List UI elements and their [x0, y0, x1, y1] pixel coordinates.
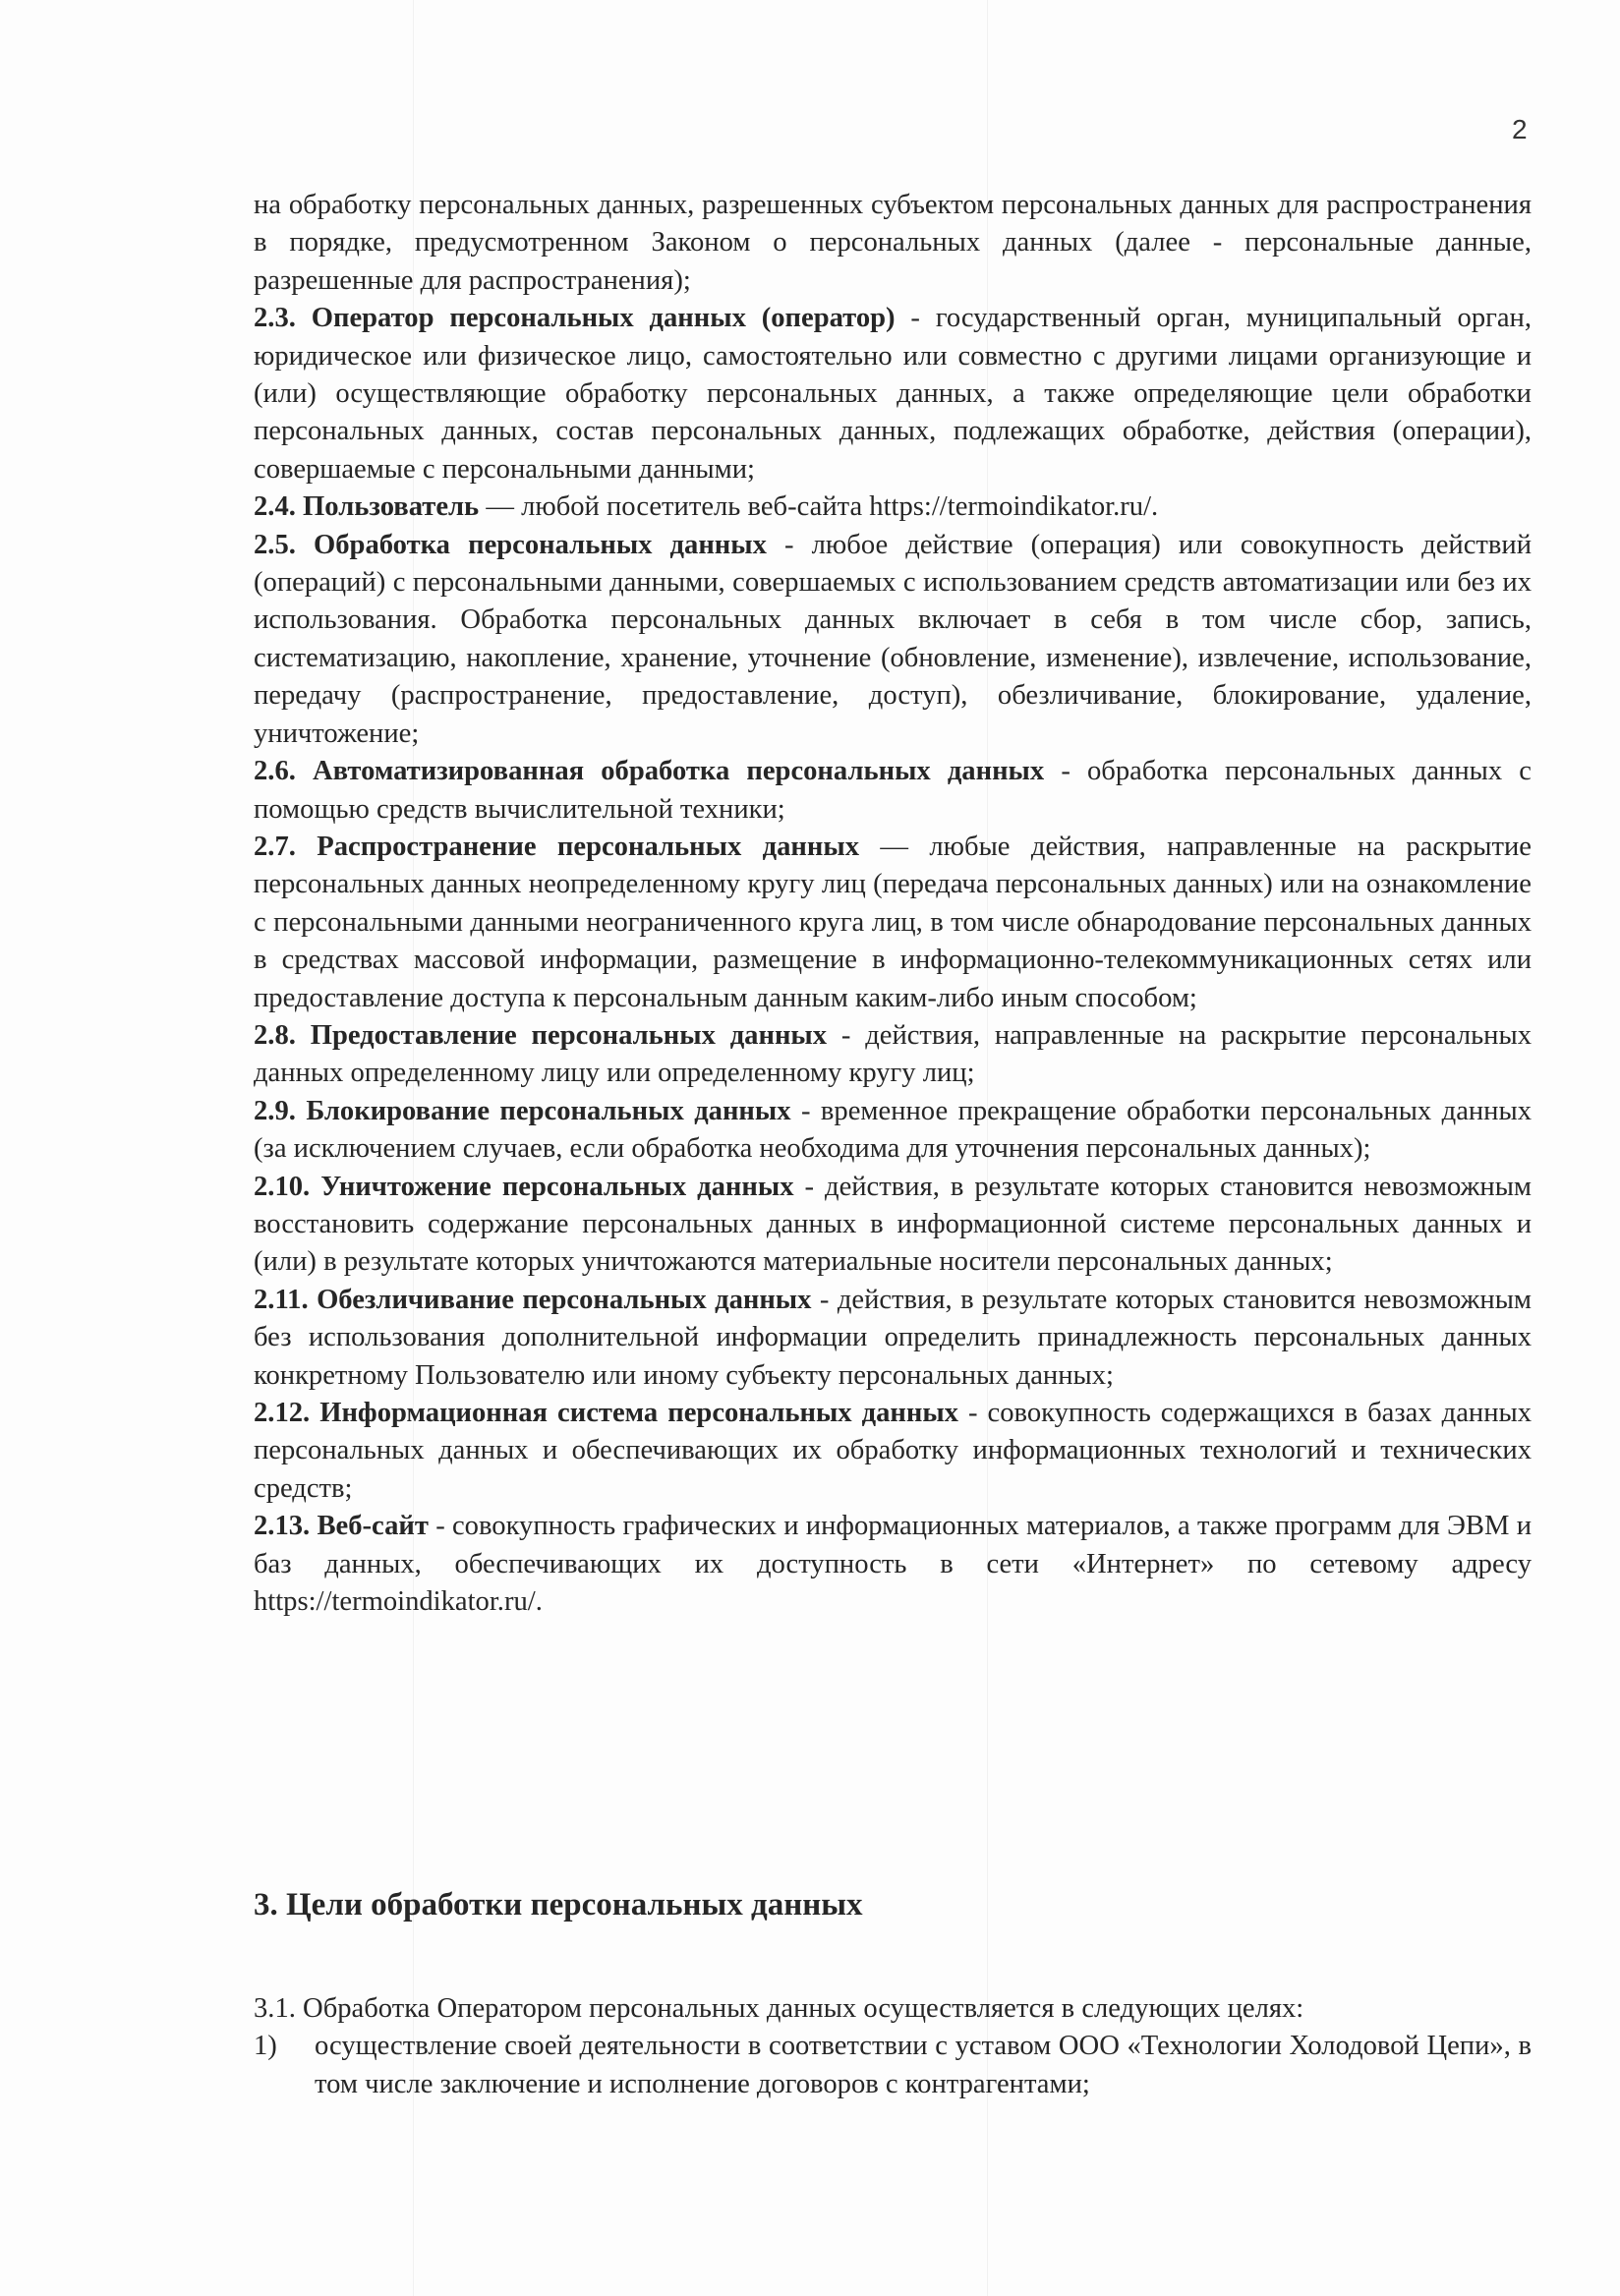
definition-text: действия, в результате которых становится невозможным восстановить содержание персональных данных в информационной системе персональных данных и (или) в результате которых уничтожаются материальные носители персональных данных;	[254, 1171, 1532, 1278]
definition-2-5: 2.5. Обработка персональных данных - любое действие (операция) или совокупность действий (операций) с персональными данными, совершаемых с использованием средств автоматизации или без их использования. Обработка персональных данных включает в себя в том числе сбор, запись, систематизацию, накопление, хранение, уточнение (обновление, изменение), извлечение, использование, передачу (распространение, предоставление, доступ), обезличивание, блокирование, удаление, уничтожение;	[254, 529, 1532, 749]
section-3-intro: 3.1. Обработка Оператором персональных данных осуществляется в следующих целях:	[254, 1993, 1304, 2024]
definition-2-3: 2.3. Оператор персональных данных (оператор) - государственный орган, муниципальный орган, юридическое или физическое лицо, самостоятельно или совместно с другими лицами организующие и (или) осуществляющие обработку персональных данных, а также определяющие цели обработки персональных данных, состав персональных данных, подлежащих обработке, действия (операции), совершаемые с персональными данными;	[254, 303, 1533, 485]
definition-term: 2.3. Оператор персональных данных (оператор)	[254, 303, 896, 334]
definitions-list	[254, 300, 1532, 1621]
definition-text: действия, направленные на раскрытие персональных данных определенному лицу или определенному кругу лиц;	[254, 1019, 1532, 1089]
definition-term: 2.10. Уничтожение персональных данных	[254, 1171, 794, 1202]
definition-text: любые действия, направленные на раскрытие персональных данных неопределенному кругу лиц (передача персональных данных) или на ознакомление с персональными данными неограниченного круга лиц, в том числе обнародование персональных данных в средствах массовой информации, размещение в информационно-телекоммуникационных сетях или предоставление доступа к персональным данным каким-либо иным способом;	[254, 831, 1532, 1013]
section-3-heading: 3. Цели обработки персональных данных	[254, 1887, 863, 1923]
definition-term: 2.5. Обработка персональных данных	[254, 529, 767, 560]
definition-2-13: 2.13. Веб-сайт - совокупность графических и информационных материалов, а также программ для ЭВМ и баз данных, обеспечивающих их доступность в сети «Интернет» по сетевому адресу https://termoindikator.ru/.	[254, 1511, 1533, 1618]
definition-text: действия, в результате которых становится невозможным без использования дополнительной информации определить принадлежность персональных данных конкретному Пользователю или иному субъекту персональных данных;	[254, 1284, 1533, 1391]
list-item-number: 1)	[254, 2031, 277, 2062]
definition-term: 2.4. Пользователь	[254, 491, 480, 523]
definition-2-7: 2.7. Распространение персональных данных — любые действия, направленные на раскрытие персональных данных неопределенному кругу лиц (передача персональных данных) или на ознакомление с персональными данными неограниченного круга лиц, в том числе обнародование персональных данных в средствах массовой информации, размещение в информационно-телекоммуникационных сетях или предоставление доступа к персональным данным каким-либо иным способом;	[254, 831, 1532, 1013]
definition-text: любое действие (операция) или совокупность действий (операций) с персональными данными, совершаемых с использованием средств автоматизации или без их использования. Обработка персональных данных включает в себя в том числе сбор, запись, систематизацию, накопление, хранение, уточнение (обновление, изменение), извлечение, использование, передачу (распространение, предоставление, доступ), обезличивание, блокирование, удаление, уничтожение;	[254, 529, 1532, 749]
definition-2-10: 2.10. Уничтожение персональных данных - действия, в результате которых становится невозможным восстановить содержание персональных данных в информационной системе персональных данных и (или) в результате которых уничтожаются материальные носители персональных данных;	[254, 1171, 1532, 1278]
definitions-body	[254, 187, 1532, 1621]
definition-text: совокупность графических и информационных материалов, а также программ для ЭВМ и баз данных, обеспечивающих их доступность в сети «Интернет» по сетевому адресу https://termoindikator.ru/.	[254, 1511, 1533, 1618]
definition-2-8: 2.8. Предоставление персональных данных - действия, направленные на раскрытие персональных данных определенному лицу или определенному кругу лиц;	[254, 1019, 1532, 1089]
definition-2-11: 2.11. Обезличивание персональных данных - действия, в результате которых становится невозможным без использования дополнительной информации определить принадлежность персональных данных конкретному Пользователю или иному субъекту персональных данных;	[254, 1284, 1533, 1391]
page-number: 2	[1512, 114, 1528, 144]
definition-text: совокупность содержащихся в базах данных персональных данных и обеспечивающих их обработку информационных технологий и технических средств;	[254, 1398, 1532, 1504]
definition-text: государственный орган, муниципальный орган, юридическое или физическое лицо, самостоятельно или совместно с другими лицами организующие и (или) осуществляющие обработку персональных данных, а также определяющие цели обработки персональных данных, состав персональных данных, подлежащих обработке, действия (операции), совершаемые с персональными данными;	[254, 303, 1533, 485]
list-item	[254, 2028, 1532, 2103]
list-item-text: осуществление своей деятельности в соответствии с уставом ООО «Технологии Холодовой Цепи», в том числе заключение и исполнение договоров с контрагентами;	[315, 2031, 1532, 2099]
definition-term: 2.11. Обезличивание персональных данных	[254, 1284, 812, 1315]
definition-term: 2.12. Информационная система персональных данных	[254, 1398, 958, 1428]
section-3-body	[254, 1990, 1532, 2103]
definition-2-12: 2.12. Информационная система персональных данных - совокупность содержащихся в базах данных персональных данных и обеспечивающих их обработку информационных технологий и технических средств;	[254, 1398, 1532, 1504]
definition-2-6: 2.6. Автоматизированная обработка персональных данных - обработка персональных данных с помощью средств вычислительной техники;	[254, 756, 1532, 825]
definition-text: временное прекращение обработки персональных данных (за исключением случаев, если обработка необходима для уточнения персональных данных);	[254, 1095, 1532, 1165]
definition-term: 2.13. Веб-сайт	[254, 1511, 429, 1542]
definition-text: обработка персональных данных с помощью средств вычислительной техники;	[254, 756, 1532, 825]
intro-fragment: на обработку персональных данных, разрешенных субъектом персональных данных для распространения в порядке, предусмотренном Законом о персональных данных (далее - персональные данные, разрешенные для распространения);	[254, 190, 1532, 296]
definition-term: 2.7. Распространение персональных данных	[254, 831, 859, 862]
definition-2-4: 2.4. Пользователь — любой посетитель веб-сайта https://termoindikator.ru/.	[254, 491, 1159, 523]
definition-term: 2.8. Предоставление персональных данных	[254, 1019, 828, 1051]
definition-term: 2.6. Автоматизированная обработка персональных данных	[254, 756, 1045, 787]
definition-term: 2.9. Блокирование персональных данных	[254, 1095, 791, 1126]
definition-2-9: 2.9. Блокирование персональных данных - временное прекращение обработки персональных данных (за исключением случаев, если обработка необходима для уточнения персональных данных);	[254, 1095, 1532, 1165]
definition-text: любой посетитель веб-сайта https://termoindikator.ru/.	[521, 491, 1159, 523]
